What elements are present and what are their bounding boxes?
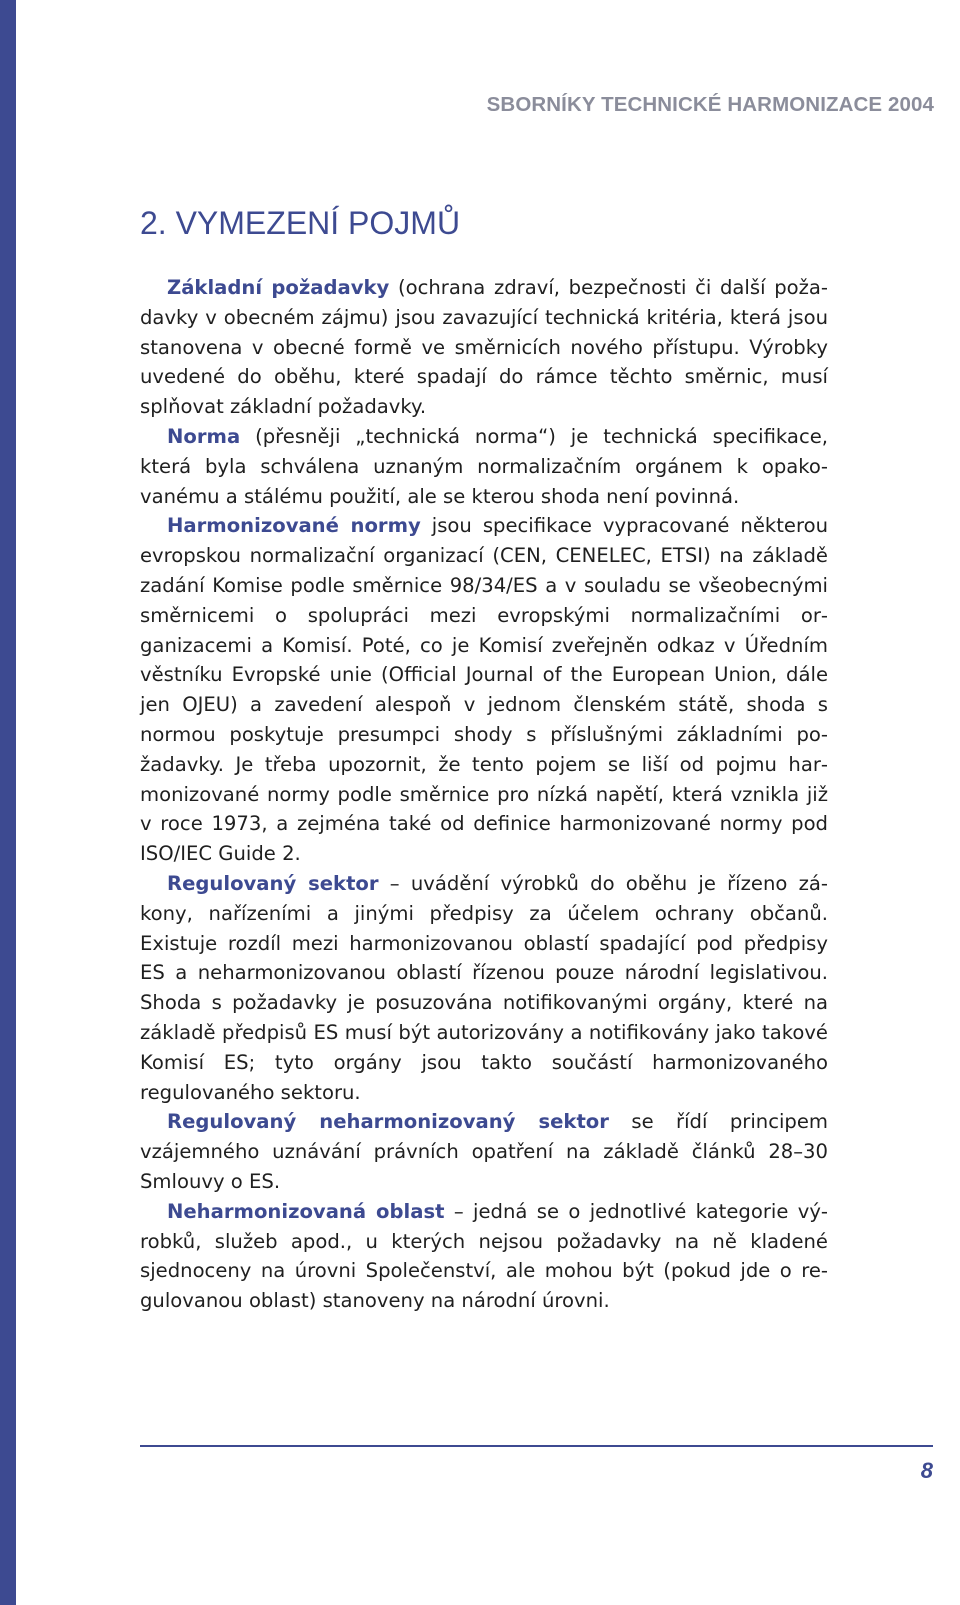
paragraph-text: (ochrana zdraví, bezpečnosti či další požadavky v obecném zájmu) jsou zavazující technická kritéria, která jsou stanovena v obecné formě ve směrnicích nového přístupu. Výrobky uvedené do oběhu, které spadají do rámce těchto směrnic, musí splňovat základní požadavky. — [140, 276, 828, 419]
paragraph-zakladni-pozadavky — [140, 273, 828, 422]
running-header: SBORNÍKY TECHNICKÉ HARMONIZACE 2004 — [486, 93, 934, 116]
paragraph-regulovany-sektor — [140, 869, 828, 1107]
body-text — [140, 273, 828, 1316]
section-title: 2. VYMEZENÍ POJMŮ — [140, 205, 461, 241]
term-regulovany-neharmonizovany-sektor: Regulovaný neharmonizovaný sektor — [167, 1110, 609, 1134]
paragraph-text: (přesněji „technická norma“) je technická specifikace, která byla schválena uznaným normalizačním orgánem k opakovanému a stálému použití, ale se kterou shoda není povinná. — [140, 424, 828, 508]
page-number: 8 — [920, 1458, 933, 1483]
paragraph-harmonizovane-normy — [140, 511, 828, 869]
paragraph-text: – jedná se o jednotlivé kategorie výrobků, služeb apod., u kterých nejsou požadavky na ně kladené sjednoceny na úrovni Společenství, ale mohou být (pokud jde o regulovanou oblast) stanoveny na národní úrovni. — [140, 1199, 828, 1313]
paragraph-norma — [140, 422, 828, 511]
term-regulovany-sektor: Regulovaný sektor — [167, 871, 379, 895]
paragraph-neharmonizovana-oblast — [140, 1197, 828, 1316]
footer-rule — [140, 1445, 933, 1447]
term-norma: Norma — [167, 424, 241, 448]
term-zakladni-pozadavky: Základní požadavky — [167, 276, 390, 299]
paragraph-text: jsou specifikace vypracované některou evropskou normalizační organizací (CEN, CENELEC, ETSI) na základě zadání Komise podle směrnice 98/34/ES a v souladu se všeobecnými směrnicemi o spolupráci mezi evropskými normalizačními organizacemi a Komisí. Poté, co je Komisí zveřejněn odkaz v Úředním věstníku Evropské unie (Official Journal of the European Union, dále jen OJEU) a zavedení alespoň v jednom členském státě, shoda s normou poskytuje presumpci shody s příslušnými základními požadavky. Je třeba upozornit, že tento pojem se liší od pojmu harmonizované normy podle směrnice pro nízká napětí, která vznikla již v roce 1973, a zejména také od definice harmonizované normy pod ISO/IEC Guide 2. — [140, 514, 829, 866]
paragraph-text: se řídí principem vzájemného uznávání právních opatření na základě článků 28–30 Smlouvy o ES. — [140, 1110, 828, 1193]
term-neharmonizovana-oblast: Neharmonizovaná oblast — [167, 1199, 445, 1223]
term-harmonizovane-normy: Harmonizované normy — [167, 514, 421, 538]
paragraph-text: – uvádění výrobků do oběhu je řízeno zákony, nařízeními a jinými předpisy za účelem ochrany občanů. Existuje rozdíl mezi harmonizovanou oblastí spadající pod předpisy ES a neharmonizovanou oblastí řízenou pouze národní legislativou. Shoda s požadavky je posuzována notifikovanými orgány, které na základě předpisů ES musí být autorizovány a notifikovány jako takové Komisí ES; tyto orgány jsou takto součástí harmonizovaného regulovaného sektoru. — [140, 871, 828, 1104]
paragraph-regulovany-neharmonizovany-sektor — [140, 1107, 828, 1196]
left-margin-bar — [0, 0, 16, 1605]
